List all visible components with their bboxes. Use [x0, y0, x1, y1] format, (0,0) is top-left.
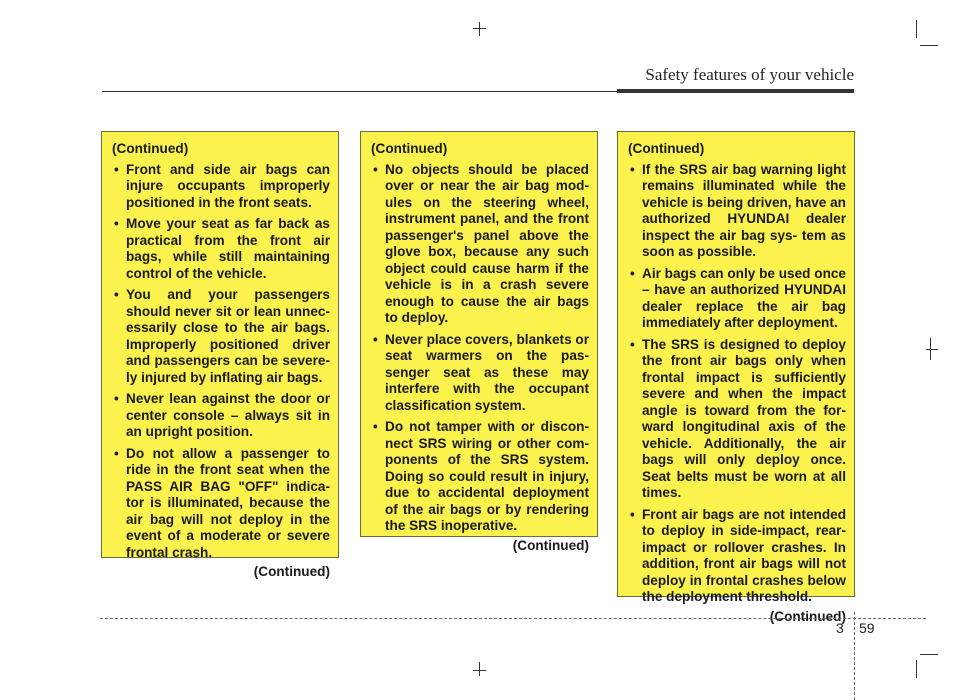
crop-mark-top — [473, 28, 486, 29]
footer-divider — [100, 618, 926, 619]
crop-mark-top-right — [920, 45, 938, 46]
crop-mark-right — [926, 349, 938, 350]
warning-list — [371, 162, 589, 535]
list-item: • Front air bags are not intended to deploy in side-impact, rear- impact or rollover crashes. In addition, front air bags will not deploy in frontal crashes below the deployment threshold. — [628, 507, 846, 606]
list-item: • Do not tamper with or discon- nect SRS wiring or other com- ponents of the SRS system. Doing so could result in injury, due to accidental deployment of the air bags or by rendering the SRS inoperative. — [371, 419, 589, 535]
page-number: 59 — [859, 620, 875, 636]
continued-label-bottom: (Continued) — [253, 564, 330, 579]
warning-list — [628, 162, 846, 606]
crop-mark-top-right — [916, 20, 917, 38]
list-item: • Front and side air bags can injure occupants improperly positioned in the front seats. — [112, 162, 330, 212]
list-item: • Never lean against the door or center console – always sit in an upright position. — [112, 391, 330, 441]
warning-box-3 — [617, 131, 855, 624]
list-item: • Move your seat as far back as practical from the front air bags, while still maintaining control of the vehicle. — [112, 216, 330, 282]
crop-mark-bottom — [473, 670, 486, 671]
header-divider-accent — [617, 89, 854, 93]
continued-label-bottom: (Continued) — [512, 537, 589, 553]
continued-label-top: (Continued) — [112, 141, 189, 156]
continued-label-bottom: (Continued) — [769, 608, 846, 624]
list-item: • Air bags can only be used once – have an authorized HYUNDAI dealer replace the air bag immediately after deployment. — [628, 266, 846, 332]
continued-label-top: (Continued) — [371, 141, 448, 156]
list-item: • If the SRS air bag warning light remains illuminated while the vehicle is being driven, have an authorized HYUNDAI dealer inspect the air bag sys- tem as soon as possible. — [628, 162, 846, 261]
continued-label-top: (Continued) — [628, 141, 705, 156]
warning-box-1 — [101, 131, 339, 579]
footer-page-separator — [854, 612, 855, 700]
list-item: • Never place covers, blankets or seat warmers on the pas- senger seat as these may interfere with the occupant classification system. — [371, 332, 589, 415]
crop-mark-bottom-right — [916, 660, 917, 678]
list-item: • You and your passengers should never sit or lean unnec- essarily close to the air bags. Improperly positioned driver and passengers can be severe- ly injured by inflating air bags. — [112, 287, 330, 386]
crop-mark-bottom-right — [920, 654, 938, 655]
page-header-title: Safety features of your vehicle — [645, 65, 854, 84]
list-item: • Do not allow a passenger to ride in the front seat when the PASS AIR BAG "OFF" indica- tor is illuminated, because the air bag will not deploy in the event of a moderate or severe frontal crash. — [112, 446, 330, 562]
chapter-number: 3 — [836, 620, 844, 636]
list-item: • No objects should be placed over or near the air bag mod- ules on the steering wheel, instrument panel, and the front passenger's panel above the glove box, because any such object could cause harm if the vehicle is in a crash severe enough to cause the air bags to deploy. — [371, 162, 589, 327]
crop-mark-top — [479, 22, 480, 36]
warning-list — [112, 162, 330, 562]
list-item: • The SRS is designed to deploy the front air bags only when frontal impact is sufficiently severe and when the impact angle is toward from the for- ward longitudinal axis of the vehicle. Additionally, the air bags will only deploy once. Seat belts must be worn at all times. — [628, 337, 846, 502]
warning-box-2 — [360, 131, 598, 553]
crop-mark-bottom — [479, 662, 480, 676]
